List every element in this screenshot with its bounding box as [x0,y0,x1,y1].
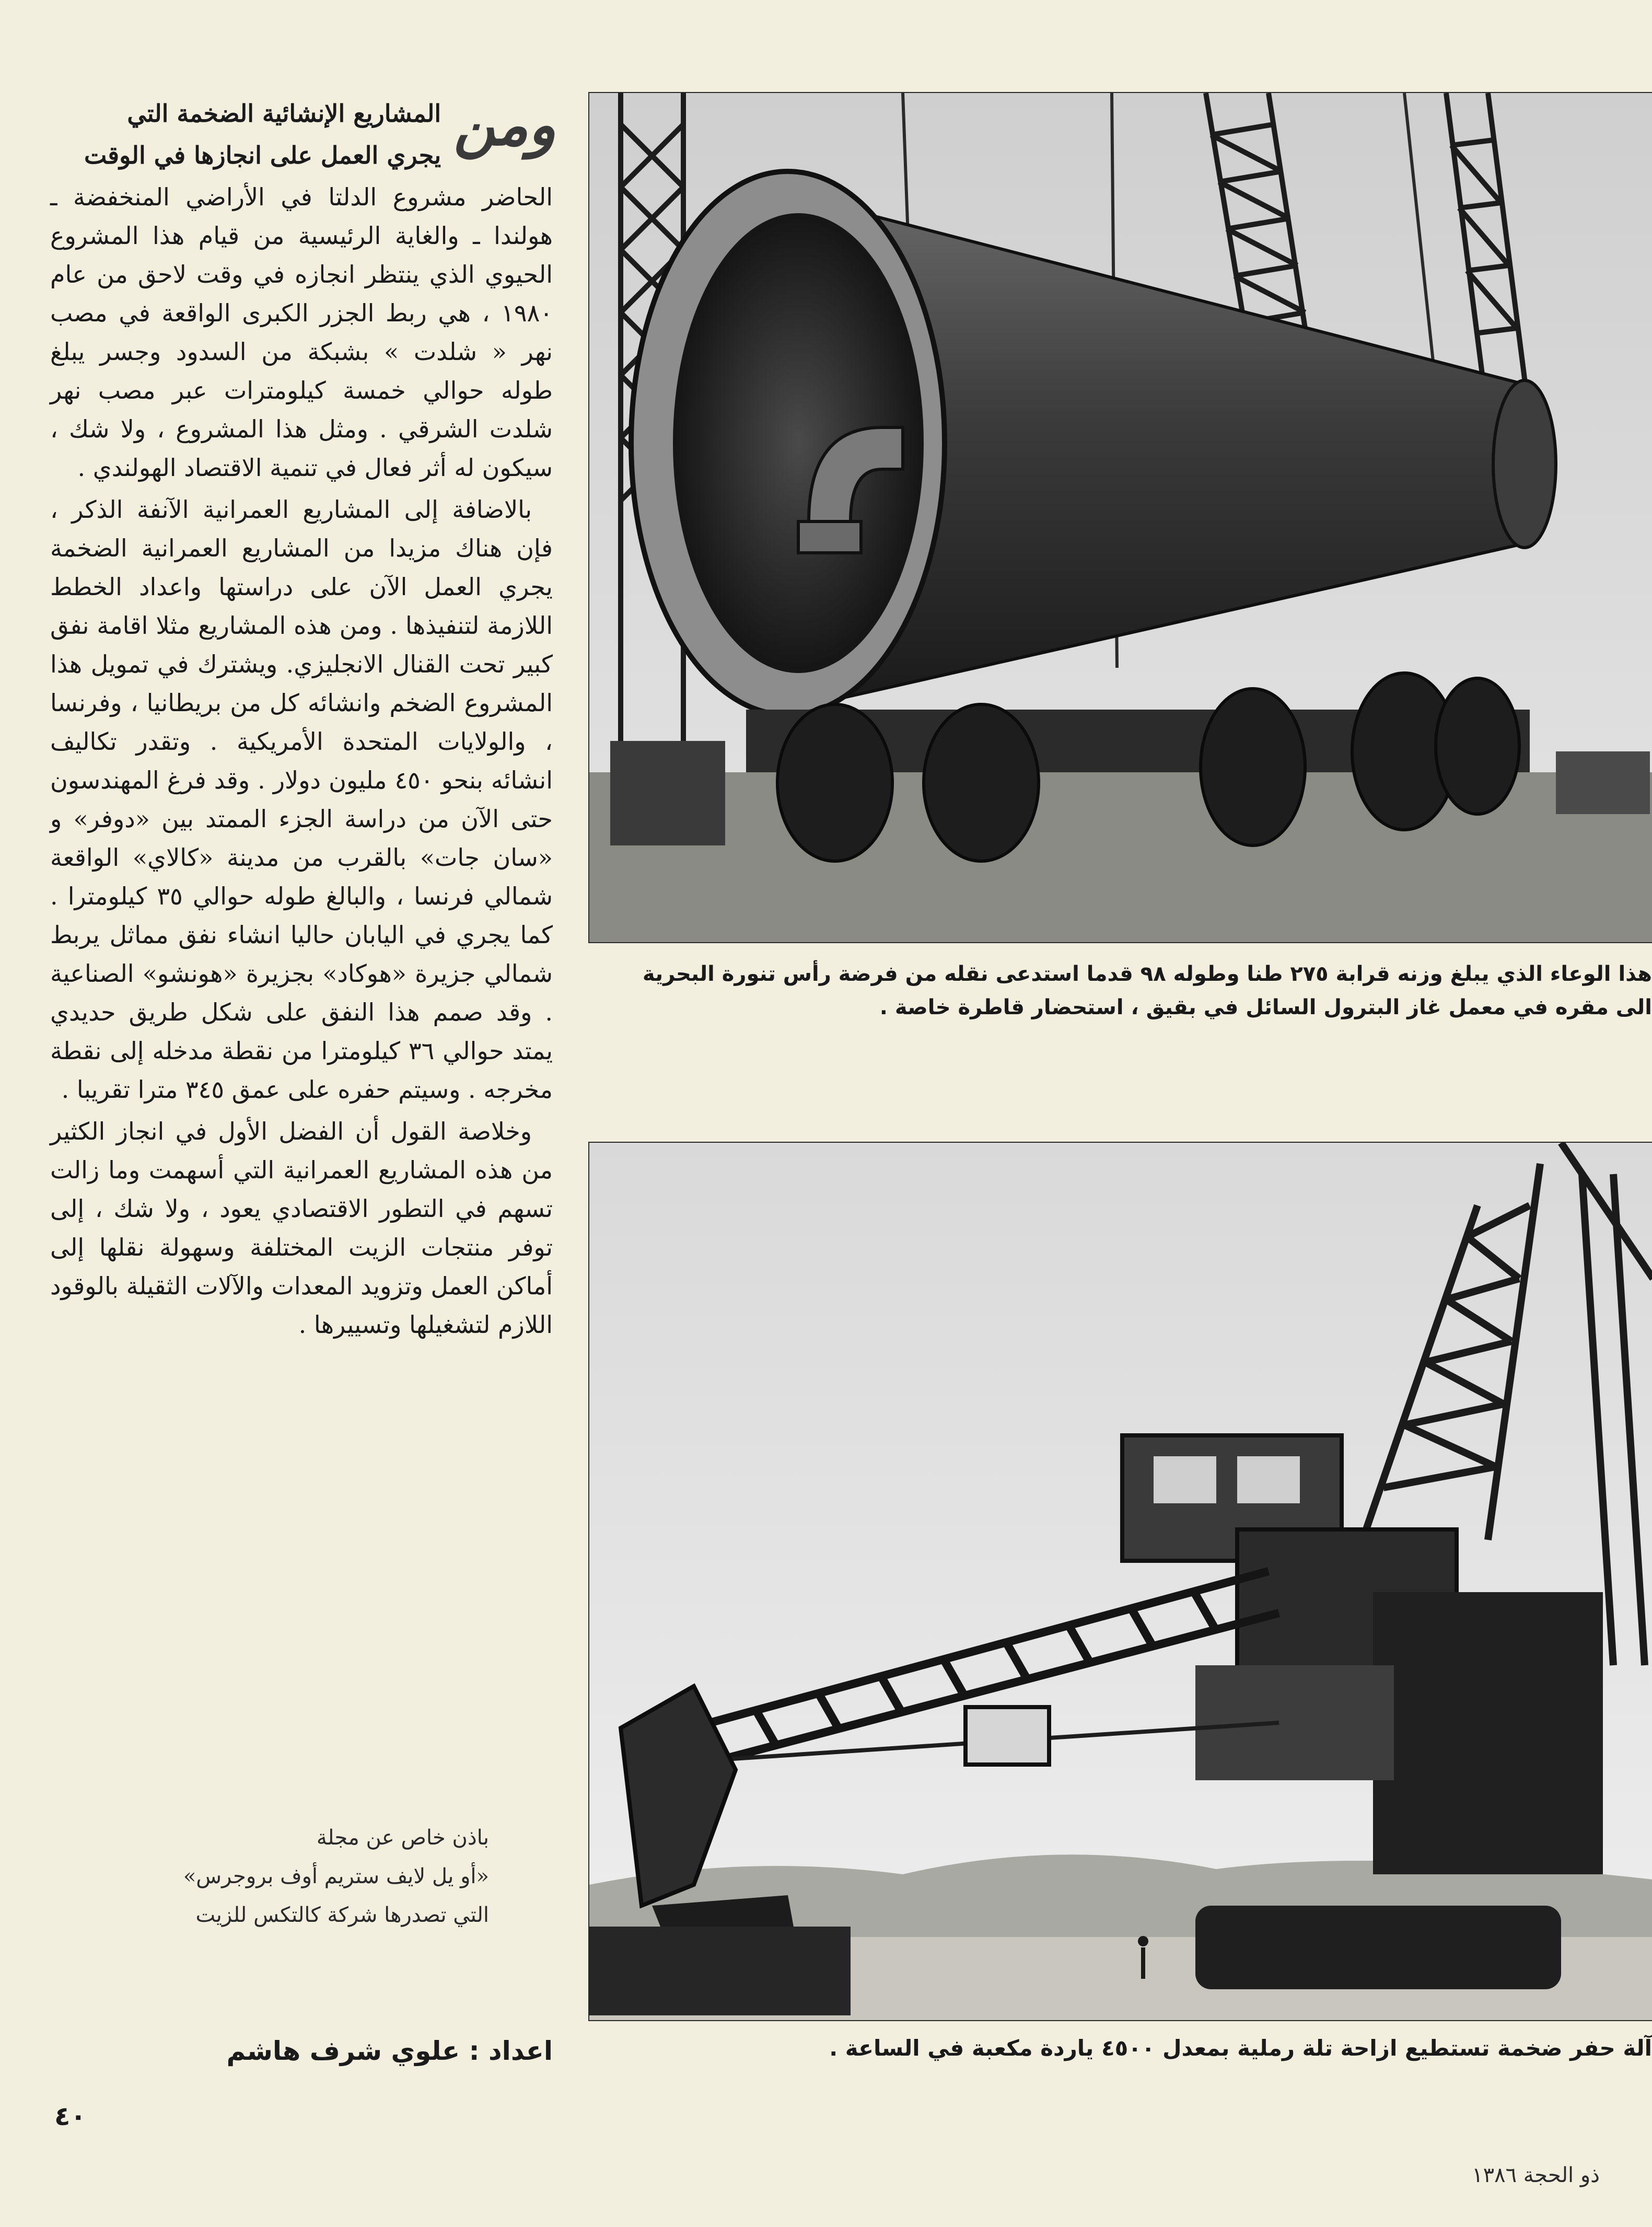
source-credit [50,1818,489,1934]
author-byline: اعداد : علوي شرف هاشم [226,2036,553,2066]
article-paragraph-2: بالاضافة إلى المشاريع العمرانية الآنفة الذكر ، فإن هناك مزيدا من المشاريع العمرانية الضخمة يجري العمل الآن على دراستها واعداد الخطط اللازمة لتنفيذها . ومن هذه المشاريع مثلا اقامة نفق كبير تحت القنال الانجليزي. ويشترك في تمويل هذا المشروع الضخم وانشائه كل من بريطانيا ، وفرنسا ، والولايات المتحدة الأمريكية . وتقدر تكاليف انشائه بنحو ٤٥٠ مليون دولار . وقد فرغ المهندسون حتى الآن من دراسة الجزء الممتد بين «دوفر» و «سان جات» بالقرب من مدينة «كالاي» الواقعة شمالي فرنسا ، والبالغ طوله حوالي ٣٥ كيلومترا . كما يجري في اليابان حاليا انشاء نفق مماثل يربط شمالي جزيرة «هوكاد» بجزيرة «هونشو» الصناعية . وقد صمم هذا النفق على شكل طريق حديدي يمتد حوالي ٣٦ كيلومترا من نقطة مدخله إلى نقطة مخرجه . وسيتم حفره على عمق ٣٤٥ مترا تقريبا . [50,495,553,1104]
issue-date: ذو الحجة ١٣٨٦ [1472,2163,1600,2187]
vessel-transport-photo [588,92,1652,943]
excavator-photo [588,1142,1652,2021]
page-number: ٤٠ [54,2101,87,2131]
article-lead-word: ومن [453,91,556,158]
top-caption-line-1: هذا الوعاء الذي يبلغ وزنه قرابة ٢٧٥ طنا وطوله ٩٨ قدما استدعى نقله من فرضة رأس تنورة البحرية [642,962,1652,986]
article-lead-line-2: يجري العمل على انجازها في الوقت [84,141,441,169]
bottom-photo-caption [588,2032,1652,2065]
article-paragraph-1: الحاضر مشروع الدلتا في الأراضي المنخفضة ـ هولندا ـ والغاية الرئيسية من قيام هذا المشروع الحيوي الذي ينتظر انجازه في وقت لاحق من عام ١٩٨٠ ، هي ربط الجزر الكبرى الواقعة في مصب نهر « شلدت » بشبكة من السدود وجسر يبلغ طوله حوالي خمسة كيلومترات عبر مصب نهر شلدت الشرقي . ومثل هذا المشروع ، ولا شك ، سيكون له أثر فعال في تنمية الاقتصاد الهولندي . [50,183,553,482]
credit-line-2: «أو يل لايف ستريم أوف بروجرس» [183,1864,489,1888]
credit-line-1: باذن خاص عن مجلة [316,1826,489,1850]
excavator-illustration [589,1143,1652,2020]
article-body [50,91,556,1347]
bottom-caption-line: آلة حفر ضخمة تستطيع ازاحة تلة رملية بمعدل ٤٥٠٠ ياردة مكعبة في الساعة . [829,2035,1652,2061]
vessel-transport-illustration [589,93,1652,942]
top-photo-caption [588,957,1652,1024]
article-paragraph-3: وخلاصة القول أن الفضل الأول في انجاز الكثير من هذه المشاريع العمرانية التي أسهمت وما زالت تسهم في التطور الاقتصادي يعود ، ولا شك ، إلى توفر منتجات الزيت المختلفة وسهولة نقلها إلى أماكن العمل وتزويد المعدات والآلات الثقيلة بالوقود اللازم لتشغيلها وتسييرها . [50,1117,553,1339]
credit-line-3: التي تصدرها شركة كالتكس للزيت [195,1903,489,1927]
top-caption-line-2: الى مقره في معمل غاز البترول السائل في بقيق ، استحضار قاطرة خاصة . [879,995,1652,1019]
article-lead-line-1: المشاريع الإنشائية الضخمة التي [127,99,441,127]
